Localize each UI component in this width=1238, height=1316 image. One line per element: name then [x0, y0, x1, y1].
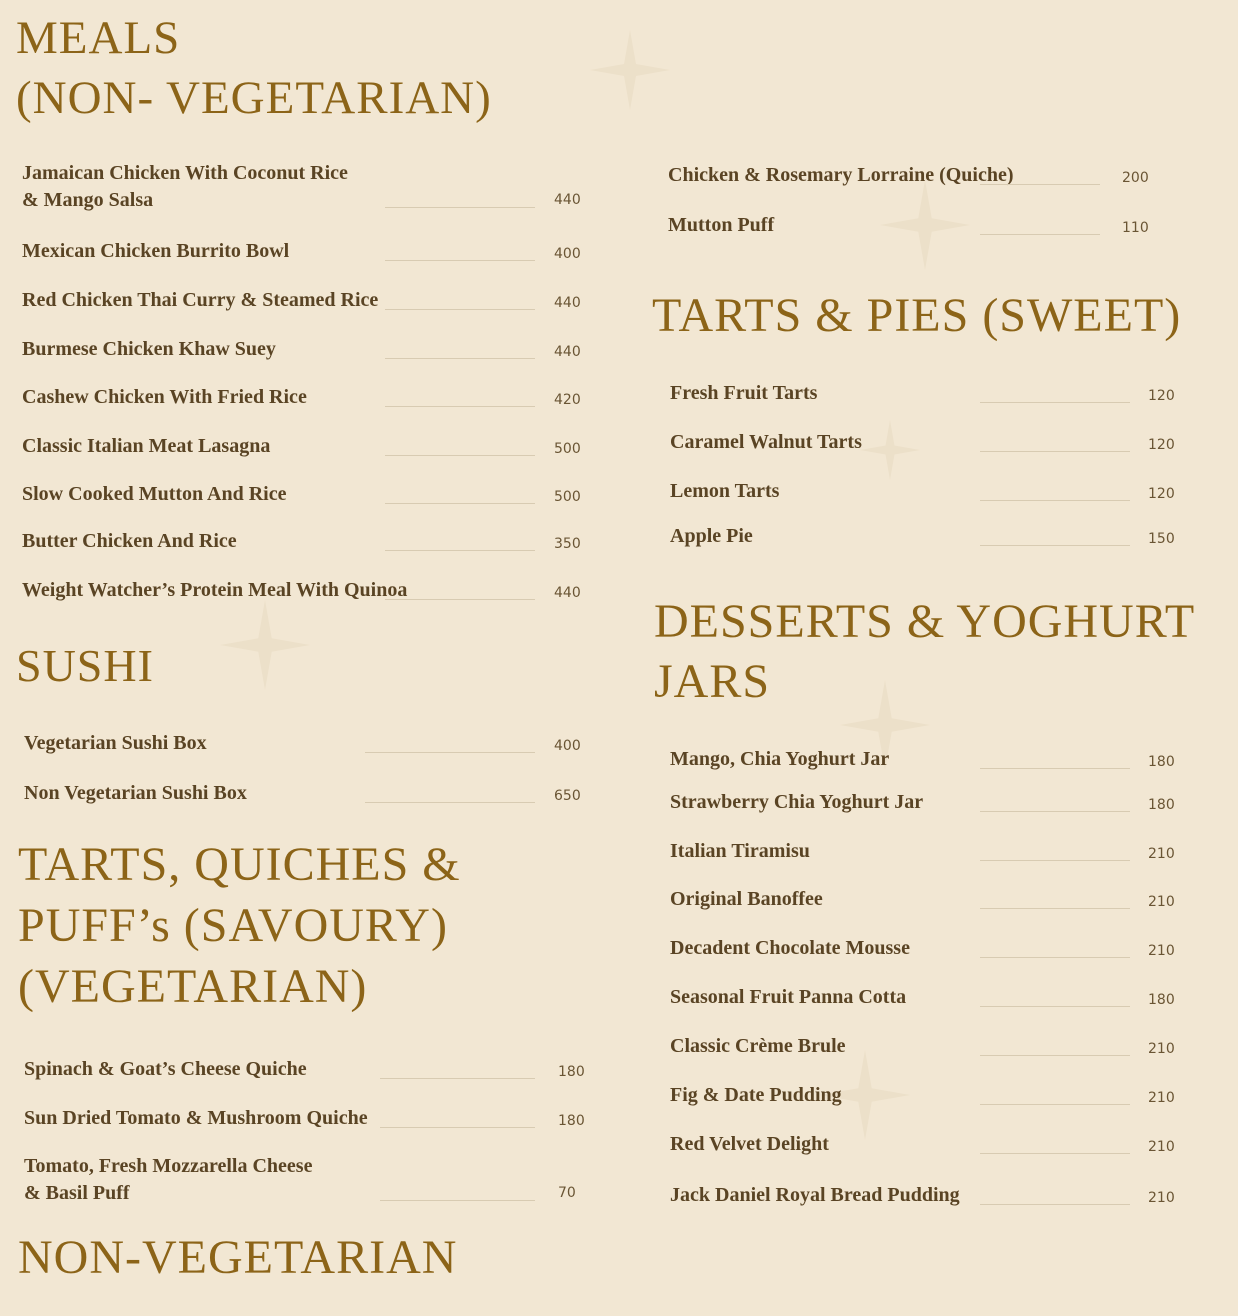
menu-item-price: 420: [554, 392, 581, 408]
leader-line: [380, 1078, 535, 1079]
menu-item-price: 500: [554, 489, 581, 505]
leader-line: [980, 860, 1130, 861]
menu-item-price: 440: [554, 295, 581, 311]
menu-item: [670, 984, 1198, 1011]
menu-item: [670, 838, 1198, 865]
leader-line: [980, 1055, 1130, 1056]
leader-line: [980, 451, 1130, 452]
menu-item-name: Fresh Fruit Tarts: [670, 382, 818, 404]
menu-item: [22, 238, 604, 265]
leader-line: [385, 406, 535, 407]
menu-item-name: Sun Dried Tomato & Mushroom Quiche: [24, 1107, 368, 1129]
menu-item-name: Seasonal Fruit Panna Cotta: [670, 986, 907, 1008]
section-title-sushi: SUSHI: [16, 640, 154, 691]
leader-line: [385, 599, 535, 600]
leader-line: [385, 358, 535, 359]
menu-item-price: 210: [1148, 1190, 1175, 1206]
menu-item-name: Jack Daniel Royal Bread Pudding: [670, 1184, 960, 1206]
menu-item: [670, 746, 1198, 773]
menu-item: [670, 429, 1198, 456]
leader-line: [980, 957, 1130, 958]
menu-item: [24, 1105, 608, 1132]
menu-item: [24, 780, 604, 807]
menu-item-price: 120: [1148, 486, 1175, 502]
section-title-tarts-sweet: TARTS & PIES (SWEET): [652, 289, 1182, 342]
section-title-tarts-savoury: TARTS, QUICHES & PUFF’s (SAVOURY) (VEGETARIAN): [18, 838, 461, 1013]
menu-item-name: Spinach & Goat’s Cheese Quiche: [24, 1058, 307, 1080]
menu-item-name: Classic Crème Brule: [670, 1035, 846, 1057]
menu-item-price: 500: [554, 441, 581, 457]
menu-item-name: Original Banoffee: [670, 888, 823, 910]
star-decoration-icon: [220, 600, 310, 690]
leader-line: [980, 234, 1100, 235]
menu-item-price: 210: [1148, 1041, 1175, 1057]
leader-line: [385, 503, 535, 504]
menu-item-name: Red Velvet Delight: [670, 1133, 829, 1155]
menu-item-name: Vegetarian Sushi Box: [24, 732, 207, 754]
leader-line: [980, 545, 1130, 546]
leader-line: [980, 500, 1130, 501]
menu-item-name: Mango, Chia Yoghurt Jar: [670, 748, 890, 770]
menu-item-name: Chicken & Rosemary Lorraine (Quiche): [668, 164, 1014, 186]
menu-item-price: 180: [1148, 992, 1175, 1008]
menu-item: [22, 433, 604, 460]
menu-item: [24, 1056, 608, 1083]
menu-item: [670, 1182, 1198, 1209]
menu-item-price: 110: [1122, 220, 1149, 236]
leader-line: [385, 550, 535, 551]
leader-line: [385, 207, 535, 208]
star-decoration-icon: [590, 30, 670, 110]
menu-item-name: Classic Italian Meat Lasagna: [22, 435, 271, 457]
menu-item-price: 210: [1148, 894, 1175, 910]
section-title-non-veg: NON-VEGETARIAN: [18, 1231, 458, 1284]
menu-item-name: Lemon Tarts: [670, 480, 780, 502]
menu-item: [670, 935, 1198, 962]
leader-line: [385, 455, 535, 456]
menu-item-price: 180: [1148, 754, 1175, 770]
leader-line: [365, 802, 535, 803]
leader-line: [980, 402, 1130, 403]
menu-item-name: Apple Pie: [670, 525, 753, 547]
menu-item: [670, 1033, 1198, 1060]
menu-item-price: 350: [554, 536, 581, 552]
menu-item-name: Slow Cooked Mutton And Rice: [22, 483, 287, 505]
menu-item-price: 180: [558, 1064, 585, 1080]
menu-item-name: Fig & Date Pudding: [670, 1084, 842, 1106]
menu-item-price: 400: [554, 738, 581, 754]
menu-item-name: Burmese Chicken Khaw Suey: [22, 338, 276, 360]
menu-item-price: 120: [1148, 437, 1175, 453]
leader-line: [980, 811, 1130, 812]
menu-item: [668, 162, 1172, 189]
menu-item: [670, 1082, 1198, 1109]
menu-item-price: 210: [1148, 846, 1175, 862]
menu-item: [670, 886, 1198, 913]
menu-item-name: Jamaican Chicken With Coconut Rice & Mango Salsa: [22, 162, 348, 211]
section-title-desserts: DESSERTS & YOGHURT JARS: [654, 595, 1196, 708]
menu-item: [22, 577, 604, 604]
menu-item-price: 440: [554, 192, 581, 208]
menu-item: [670, 1131, 1198, 1158]
menu-item-name: Decadent Chocolate Mousse: [670, 937, 910, 959]
menu-item-name: Cashew Chicken With Fried Rice: [22, 386, 307, 408]
menu-item: [22, 528, 604, 555]
menu-item-name: Weight Watcher’s Protein Meal With Quinoa: [22, 579, 408, 601]
menu-item-name: Butter Chicken And Rice: [22, 530, 237, 552]
menu-item: [24, 730, 604, 757]
menu-item: [22, 384, 604, 411]
menu-item-name: Red Chicken Thai Curry & Steamed Rice: [22, 289, 379, 311]
menu-item-name: Tomato, Fresh Mozzarella Cheese & Basil Puff: [24, 1155, 313, 1204]
menu-item: [670, 478, 1198, 505]
leader-line: [385, 309, 535, 310]
menu-item-price: 440: [554, 344, 581, 360]
leader-line: [980, 1153, 1130, 1154]
menu-item: [24, 1153, 608, 1207]
menu-item: [22, 481, 604, 508]
menu-item: [670, 789, 1198, 816]
section-title-meals: MEALS (NON- VEGETARIAN): [16, 12, 492, 124]
menu-item-name: Non Vegetarian Sushi Box: [24, 782, 247, 804]
menu-item: [668, 212, 1172, 239]
leader-line: [980, 908, 1130, 909]
menu-item: [22, 160, 604, 214]
menu-item: [670, 380, 1198, 407]
leader-line: [380, 1200, 535, 1201]
menu-item-price: 400: [554, 246, 581, 262]
menu-item-price: 210: [1148, 943, 1175, 959]
menu-item-name: Strawberry Chia Yoghurt Jar: [670, 791, 924, 813]
leader-line: [365, 752, 535, 753]
menu-item-price: 180: [558, 1113, 585, 1129]
menu-item-price: 180: [1148, 797, 1175, 813]
leader-line: [380, 1127, 535, 1128]
menu-item-price: 210: [1148, 1090, 1175, 1106]
menu-item-price: 440: [554, 585, 581, 601]
menu-item: [670, 523, 1198, 550]
menu-item-price: 120: [1148, 388, 1175, 404]
leader-line: [980, 184, 1100, 185]
menu-item-name: Mutton Puff: [668, 214, 775, 236]
menu-item-name: Mexican Chicken Burrito Bowl: [22, 240, 290, 262]
leader-line: [980, 768, 1130, 769]
leader-line: [980, 1006, 1130, 1007]
leader-line: [980, 1104, 1130, 1105]
menu-item-price: 70: [558, 1185, 576, 1201]
menu-item-name: Italian Tiramisu: [670, 840, 810, 862]
leader-line: [980, 1204, 1130, 1205]
leader-line: [385, 260, 535, 261]
menu-item: [22, 336, 604, 363]
menu-item-price: 150: [1148, 531, 1175, 547]
menu-item-name: Caramel Walnut Tarts: [670, 431, 862, 453]
menu-item-price: 210: [1148, 1139, 1175, 1155]
menu-item: [22, 287, 604, 314]
menu-item-price: 650: [554, 788, 581, 804]
menu-item-price: 200: [1122, 170, 1149, 186]
